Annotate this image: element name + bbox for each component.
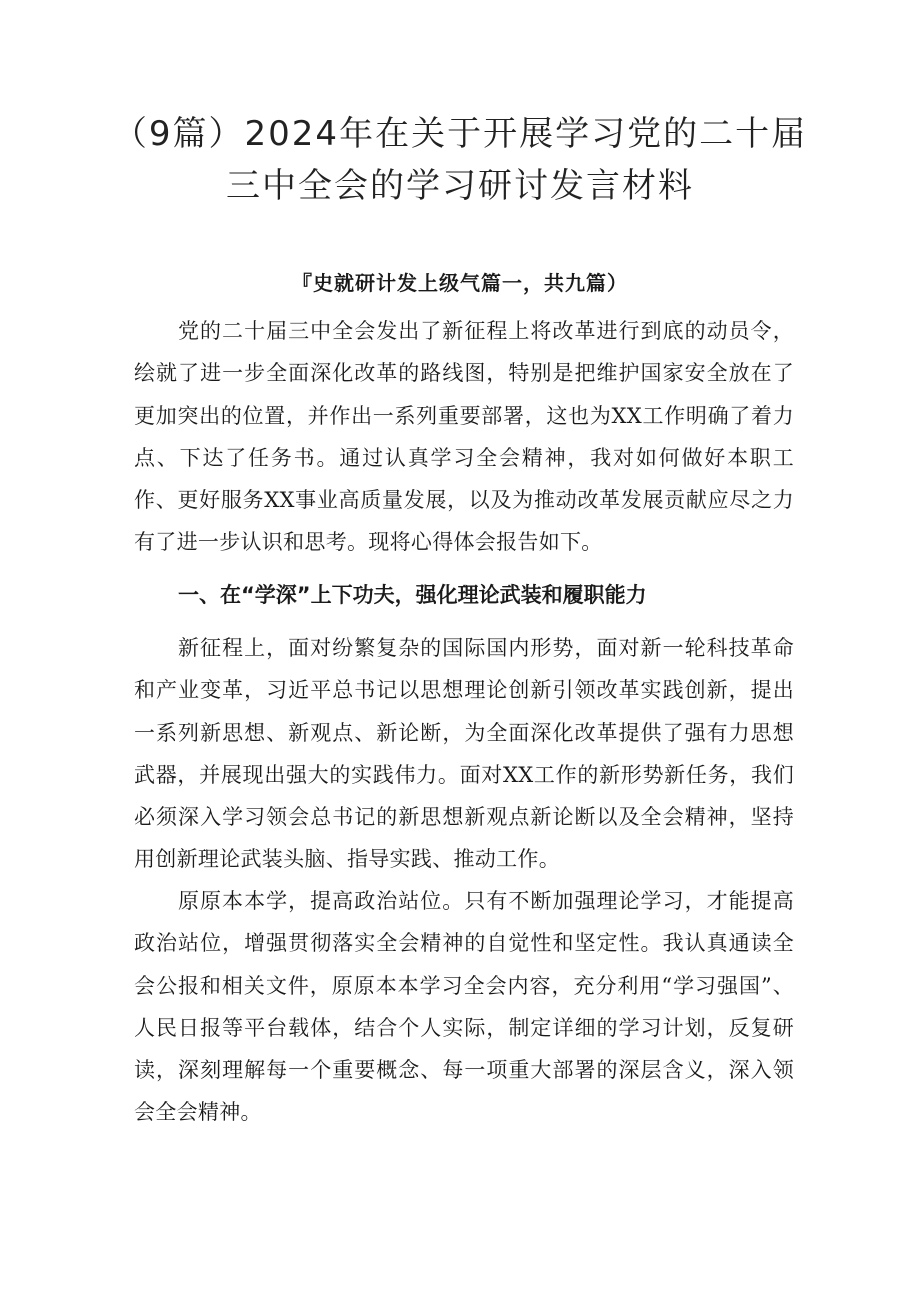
document-subtitle: 『史就研计发上级气篇一，共九篇） bbox=[292, 271, 628, 295]
paragraph-intro: 党的二十届三中全会发出了新征程上将改革进行到底的动员令，绘就了进一步全面深化改革的路线图，特别是把维护国家安全放在了更加突出的位置，并作出一系列重要部署，这也为XX工作明确了着力点、下达了任务书。通过认真学习全会精神，我对如何做好本职工作、更好服务XX事业高质量发展，以及为推动改革发展贡献应尽之力有了进一步认识和思考。现将心得体会报告如下。 bbox=[134, 319, 794, 555]
paragraph-study: 原原本本学，提高政治站位。只有不断加强理论学习，才能提高政治站位，增强贯彻落实全会精神的自觉性和坚定性。我认真通读全会公报和相关文件，原原本本学习全会内容，充分利用“学习强国”、人民日报等平台载体，结合个人实际，制定详细的学习计划，反复研读，深刻理解每一个重要概念、每一项重大部署的深层含义，深入领会全会精神。 bbox=[134, 889, 794, 1125]
section-heading-1: 一、在“学深”上下功夫，强化理论武装和履职能力 bbox=[178, 583, 647, 607]
paragraph-section-1: 新征程上，面对纷繁复杂的国际国内形势，面对新一轮科技革命和产业变革，习近平总书记以思想理论创新引领改革实践创新，提出一系列新思想、新观点、新论断，为全面深化改革提供了强有力思想武器，并展现出强大的实践伟力。面对XX工作的新形势新任务，我们必须深入学习领会总书记的新思想新观点新论断以及全会精神，坚持用创新理论武装头脑、指导实践、推动工作。 bbox=[134, 636, 794, 872]
document-title-line-1: （9篇）2024年在关于开展学习党的二十届 bbox=[112, 114, 808, 154]
document-title-line-2: 三中全会的学习研讨发言材料 bbox=[226, 166, 694, 206]
